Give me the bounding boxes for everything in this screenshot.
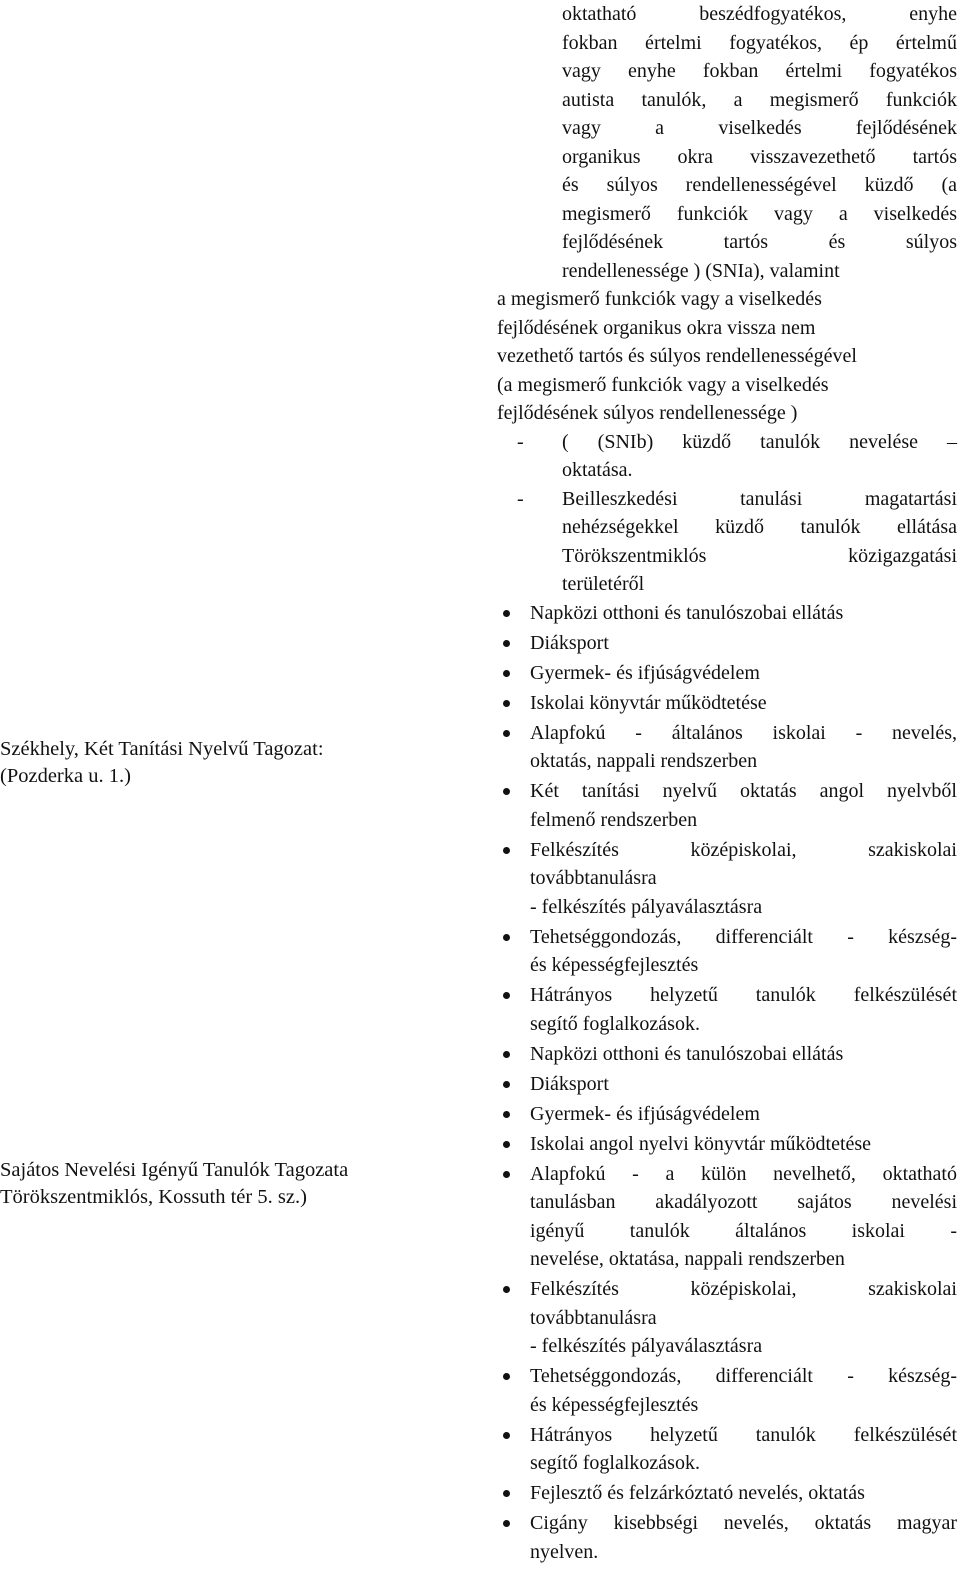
bullet-dot-icon — [503, 1081, 510, 1088]
bullet-dot-icon — [503, 1373, 510, 1380]
left-line: (Pozderka u. 1.) — [0, 765, 131, 787]
dash-item — [497, 485, 957, 599]
bullet-dot-icon — [503, 1171, 510, 1178]
bullet-item-line: Diáksport — [530, 1072, 609, 1095]
bullet-dot-icon — [503, 934, 510, 941]
right-column — [497, 0, 957, 1568]
bullet-item — [497, 659, 957, 688]
paragraph-line: vagy a viselkedés fejlődésének — [562, 117, 957, 139]
bullet-item-line: Napközi otthoni és tanulószobai ellátás — [530, 1042, 844, 1065]
paragraph-line: fejlődésének súlyos rendellenessége ) — [497, 402, 798, 424]
bullet-item-line: Tehetséggondozás, differenciált - készség- — [530, 925, 957, 948]
bullet-dot-icon — [503, 1432, 510, 1439]
bullet-dot-icon — [503, 610, 510, 617]
bullet-item — [497, 981, 957, 1038]
bullet-item — [497, 1275, 957, 1361]
bullet-list — [497, 599, 957, 1567]
bullet-item-line: Gyermek- és ifjúságvédelem — [530, 661, 760, 684]
bullet-item — [497, 629, 957, 658]
bullet-item-line: oktatás, nappali rendszerben — [530, 750, 758, 772]
bullet-dot-icon — [503, 730, 510, 737]
bullet-item-line: nevelése, oktatása, nappali rendszerben — [530, 1248, 845, 1270]
dash-item-line: Beilleszkedési tanulási magatartási — [562, 487, 957, 510]
bullet-item — [497, 777, 957, 834]
paragraph-line: a megismerő funkciók vagy a viselkedés — [497, 288, 822, 310]
dash-item-line: oktatása. — [562, 459, 633, 481]
paragraph-line: (a megismerő funkciók vagy a viselkedés — [497, 373, 829, 396]
bullet-item-line: Iskolai angol nyelvi könyvtár működtetése — [530, 1132, 872, 1155]
bullet-item-line: - felkészítés pályaválasztásra — [530, 1335, 763, 1357]
left-location-block-2 — [0, 1157, 470, 1211]
bullet-dot-icon — [503, 1286, 510, 1293]
paragraph-line: fejlődésének tartós és súlyos — [562, 231, 957, 253]
bullet-item-line: Cigány kisebbségi nevelés, oktatás magyar — [530, 1512, 957, 1534]
dash-mark: - — [517, 430, 524, 453]
bullet-item — [497, 689, 957, 718]
bullet-item-line: és képességfejlesztés — [530, 954, 699, 976]
bullet-item — [497, 836, 957, 922]
left-line: Sajátos Nevelési Igényű Tanulók Tagozata — [0, 1159, 349, 1181]
bullet-item — [497, 1160, 957, 1274]
bullet-item — [497, 719, 957, 776]
paragraph-line: megismerő funkciók vagy a viselkedés — [562, 202, 957, 225]
paragraph-line: oktatható beszédfogyatékos, enyhe — [562, 3, 957, 25]
bullet-item — [497, 599, 957, 628]
bullet-item — [497, 1070, 957, 1099]
bullet-item-line: - felkészítés pályaválasztásra — [530, 895, 763, 918]
bullet-dot-icon — [503, 1111, 510, 1118]
bullet-dot-icon — [503, 1490, 510, 1497]
indented-paragraph — [562, 0, 957, 285]
bullet-item — [497, 1130, 957, 1159]
bullet-item — [497, 1362, 957, 1419]
bullet-item — [497, 1100, 957, 1129]
bullet-item-line: továbbtanulásra — [530, 1306, 657, 1329]
bullet-item — [497, 1421, 957, 1478]
bullet-dot-icon — [503, 1141, 510, 1148]
bullet-item-line: igényű tanulók általános iskolai - — [530, 1219, 957, 1242]
paragraph-line: fejlődésének organikus okra vissza nem — [497, 316, 816, 339]
dash-item-line: ( (SNIb) küzdő tanulók nevelése – — [562, 430, 957, 453]
bullet-item-line: Diáksport — [530, 631, 609, 654]
bullet-item-line: felmenő rendszerben — [530, 808, 698, 831]
bullet-item-line: Alapfokú - a külön nevelhető, oktatható — [530, 1162, 957, 1185]
bullet-item-line: segítő foglalkozások. — [530, 1452, 700, 1474]
bullet-item-line: Hátrányos helyzetű tanulók felkészülését — [530, 984, 957, 1006]
left-line: Törökszentmiklós, Kossuth tér 5. sz.) — [0, 1186, 307, 1208]
paragraph-line: organikus okra visszavezethető tartós — [562, 145, 957, 168]
dash-item — [497, 428, 957, 485]
bullet-dot-icon — [503, 788, 510, 795]
dash-mark: - — [517, 487, 524, 510]
plain-paragraph — [497, 285, 957, 428]
paragraph-line: rendellenessége ) (SNIa), valamint — [562, 259, 840, 282]
bullet-dot-icon — [503, 670, 510, 677]
bullet-item — [497, 1509, 957, 1566]
bullet-item-line: továbbtanulásra — [530, 867, 657, 889]
bullet-item-line: Iskolai könyvtár működtetése — [530, 691, 767, 714]
paragraph-line: vagy enyhe fokban értelmi fogyatékos — [562, 60, 957, 82]
bullet-item — [497, 923, 957, 980]
bullet-item — [497, 1040, 957, 1069]
bullet-item-line: Napközi otthoni és tanulószobai ellátás — [530, 601, 844, 624]
paragraph-line: fokban értelmi fogyatékos, ép értelmű — [562, 31, 957, 54]
bullet-item-line: és képességfejlesztés — [530, 1393, 699, 1416]
paragraph-line: vezethető tartós és súlyos rendellenességével — [497, 345, 857, 367]
bullet-dot-icon — [503, 1051, 510, 1058]
paragraph-line: autista tanulók, a megismerő funkciók — [562, 88, 957, 111]
dash-item-line: nehézségekkel küzdő tanulók ellátása — [562, 516, 957, 538]
left-line: Székhely, Két Tanítási Nyelvű Tagozat: — [0, 738, 324, 760]
bullet-item-line: Két tanítási nyelvű oktatás angol nyelvből — [530, 780, 957, 802]
bullet-item-line: Alapfokú - általános iskolai - nevelés, — [530, 721, 957, 744]
bullet-dot-icon — [503, 640, 510, 647]
bullet-item-line: segítő foglalkozások. — [530, 1012, 700, 1035]
bullet-item-line: Felkészítés középiskolai, szakiskolai — [530, 838, 957, 861]
bullet-item-line: Hátrányos helyzetű tanulók felkészülését — [530, 1423, 957, 1446]
bullet-item-line: nyelven. — [530, 1540, 599, 1563]
bullet-dot-icon — [503, 847, 510, 854]
dash-item-line: területéről — [562, 573, 645, 595]
bullet-item-line: Fejlesztő és felzárkóztató nevelés, oktatás — [530, 1482, 865, 1504]
bullet-item-line: tanulásban akadályozott sajátos nevelési — [530, 1191, 957, 1213]
bullet-dot-icon — [503, 992, 510, 999]
left-location-block-1 — [0, 736, 470, 790]
bullet-item-line: Felkészítés középiskolai, szakiskolai — [530, 1278, 957, 1300]
dash-item-line: Törökszentmiklós közigazgatási — [562, 544, 957, 567]
bullet-item — [497, 1479, 957, 1508]
paragraph-line: és súlyos rendellenességével küzdő (a — [562, 174, 957, 196]
bullet-dot-icon — [503, 700, 510, 707]
bullet-item-line: Gyermek- és ifjúságvédelem — [530, 1102, 760, 1125]
bullet-dot-icon — [503, 1520, 510, 1527]
bullet-item-line: Tehetséggondozás, differenciált - készség- — [530, 1365, 957, 1387]
